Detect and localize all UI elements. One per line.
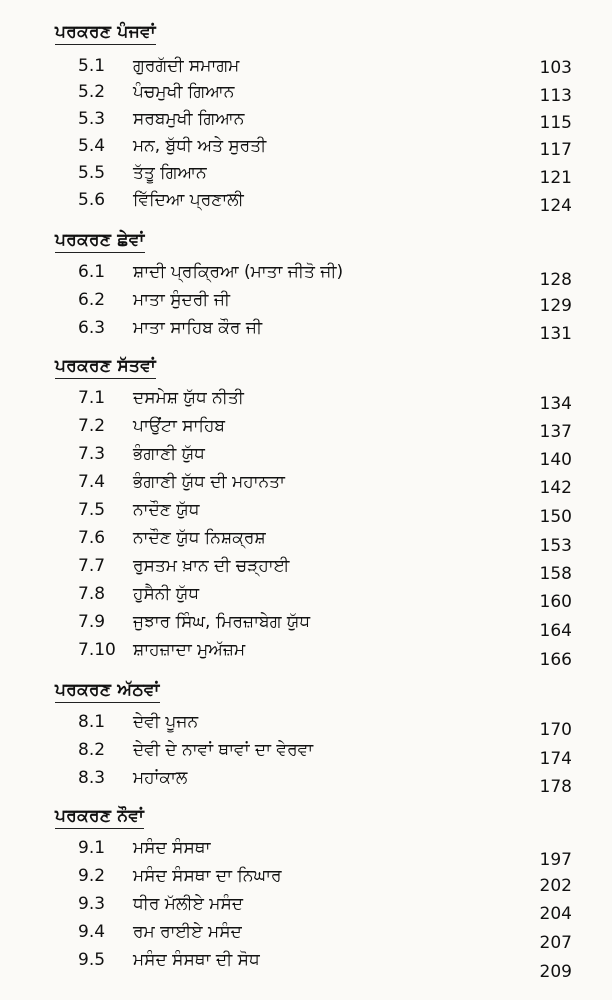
- toc-entry: [0, 894, 612, 924]
- toc-entry: [0, 290, 612, 316]
- entry-page-number: 160: [539, 592, 572, 612]
- entry-page-number: 204: [539, 904, 572, 924]
- toc-entry: [0, 838, 612, 870]
- entry-page-number: 117: [539, 140, 572, 160]
- entry-number: 7.8: [78, 584, 106, 604]
- entry-number: 6.2: [78, 290, 106, 310]
- heading-underline: [55, 252, 145, 253]
- entry-page-number: 128: [539, 270, 572, 290]
- entry-title: ਦੇਵੀ ਪੂਜਨ: [133, 712, 199, 732]
- entry-page-number: 142: [539, 478, 572, 498]
- entry-title: ਪਾਉਂਟਾ ਸਾਹਿਬ: [133, 416, 225, 436]
- entry-title: ਸ਼ਾਹਜ਼ਾਦਾ ਮੁਅੱਜ਼ਮ: [133, 640, 246, 660]
- entry-page-number: 166: [539, 650, 572, 670]
- entry-title: ਨਾਦੌਣ ਯੁੱਧ ਨਿਸ਼ਕ੍ਰਸ਼: [133, 528, 266, 548]
- entry-page-number: 113: [539, 86, 572, 106]
- entry-page-number: 129: [539, 296, 572, 316]
- entry-number: 8.2: [78, 740, 106, 760]
- entry-number: 7.2: [78, 416, 106, 436]
- entry-page-number: 153: [539, 536, 572, 556]
- entry-title: ਮਸੰਦ ਸੰਸਥਾ ਦੀ ਸੋਧ: [133, 950, 260, 970]
- toc-entry: [0, 190, 612, 216]
- entry-page-number: 197: [539, 850, 572, 870]
- entry-title: ਧੀਰ ਮੱਲੀਏ ਮਸੰਦ: [133, 894, 244, 914]
- entry-number: 8.3: [78, 768, 106, 788]
- entry-page-number: 158: [539, 564, 572, 584]
- heading-underline: [55, 44, 156, 45]
- entry-number: 6.1: [78, 262, 106, 282]
- entry-page-number: 115: [539, 113, 572, 133]
- section-heading-5: ਪਰਕਰਣ ਪੰਜਵਾਂ: [55, 22, 156, 45]
- heading-underline: [55, 378, 156, 379]
- toc-entry: [0, 109, 612, 135]
- entry-number: 7.7: [78, 556, 106, 576]
- entry-title: ਪੰਚਮੁਖੀ ਗਿਆਨ: [133, 82, 235, 102]
- entry-title: ਜੁਝਾਰ ਸਿੰਘ, ਮਿਰਜ਼ਾਬੇਗ ਯੁੱਧ: [133, 612, 311, 632]
- entry-title: ਮਹਾਂਕਾਲ: [133, 768, 188, 788]
- entry-page-number: 170: [539, 720, 572, 740]
- entry-title: ਤੱਤੂ ਗਿਆਨ: [133, 163, 207, 183]
- entry-page-number: 174: [539, 749, 572, 769]
- entry-title: ਸਰਬਮੁਖੀ ਗਿਆਨ: [133, 109, 245, 129]
- entry-title: ਮਸੰਦ ਸੰਸਥਾ: [133, 838, 211, 858]
- entry-title: ਦੇਵੀ ਦੇ ਨਾਵਾਂ ਥਾਵਾਂ ਦਾ ਵੇਰਵਾ: [133, 740, 314, 760]
- toc-entry: [0, 262, 612, 288]
- entry-title: ਰਮ ਰਾਈਏ ਮਸੰਦ: [133, 922, 242, 942]
- entry-title: ਮਾਤਾ ਸਾਹਿਬ ਕੌਰ ਜੀ: [133, 318, 263, 338]
- section-heading-8: ਪਰਕਰਣ ਅੱਠਵਾਂ: [55, 680, 160, 703]
- entry-title: ਹੁਸੈਨੀ ਯੁੱਧ: [133, 584, 200, 604]
- toc-entry: [0, 163, 612, 189]
- entry-page-number: 103: [539, 58, 572, 78]
- entry-title: ਮਨ, ਬੁੱਧੀ ਅਤੇ ਸੁਰਤੀ: [133, 136, 267, 156]
- entry-number: 8.1: [78, 712, 106, 732]
- entry-number: 6.3: [78, 318, 106, 338]
- entry-page-number: 150: [539, 507, 572, 527]
- section-heading-9: ਪਰਕਰਣ ਨੌਵਾਂ: [55, 806, 144, 829]
- entry-number: 5.5: [78, 163, 106, 183]
- toc-entry: [0, 82, 612, 108]
- section-heading-7: ਪਰਕਰਣ ਸੱਤਵਾਂ: [55, 356, 156, 379]
- toc-entry: [0, 950, 612, 982]
- entry-number: 9.5: [78, 950, 106, 970]
- toc-entry: [0, 318, 612, 344]
- entry-page-number: 178: [539, 777, 572, 797]
- entry-number: 5.3: [78, 109, 106, 129]
- toc-entry: [0, 388, 612, 414]
- entry-page-number: 140: [539, 450, 572, 470]
- toc-entry: [0, 612, 612, 641]
- toc-entry: [0, 500, 612, 526]
- entry-title: ਭੰਗਾਣੀ ਯੁੱਧ: [133, 444, 205, 464]
- toc-entry: [0, 556, 612, 582]
- entry-number: 7.3: [78, 444, 106, 464]
- entry-title: ਸ਼ਾਦੀ ਪ੍ਰਕ੍ਰਿਆ (ਮਾਤਾ ਜੀਤੋ ਜੀ): [133, 262, 344, 282]
- entry-number: 5.1: [78, 56, 106, 76]
- entry-title: ਗੁਰਗੱਦੀ ਸਮਾਗਮ: [133, 56, 240, 76]
- heading-underline: [55, 828, 144, 829]
- entry-number: 7.9: [78, 612, 106, 632]
- entry-page-number: 202: [539, 876, 572, 896]
- toc-entry: [0, 472, 612, 498]
- heading-underline: [55, 702, 160, 703]
- entry-title: ਰੁਸਤਮ ਖ਼ਾਨ ਦੀ ਚੜ੍ਹਾਈ: [133, 556, 290, 576]
- entry-number: 7.5: [78, 500, 106, 520]
- entry-page-number: 131: [539, 324, 572, 344]
- toc-entry: [0, 444, 612, 470]
- toc-entry: [0, 768, 612, 797]
- section-heading-6: ਪਰਕਰਣ ਛੇਵਾਂ: [55, 230, 145, 253]
- entry-number: 7.10: [78, 640, 116, 660]
- toc-entry: [0, 416, 612, 442]
- entry-title: ਮਸੰਦ ਸੰਸਥਾ ਦਾ ਨਿਘਾਰ: [133, 866, 282, 886]
- entry-page-number: 124: [539, 196, 572, 216]
- entry-number: 5.4: [78, 136, 106, 156]
- entry-title: ਦਸਮੇਸ਼ ਯੁੱਧ ਨੀਤੀ: [133, 388, 244, 408]
- entry-page-number: 207: [539, 933, 572, 953]
- entry-number: 9.4: [78, 922, 106, 942]
- entry-number: 9.1: [78, 838, 106, 858]
- entry-page-number: 121: [539, 168, 572, 188]
- toc-entry: [0, 866, 612, 896]
- entry-number: 7.1: [78, 388, 106, 408]
- entry-number: 5.6: [78, 190, 106, 210]
- entry-page-number: 209: [539, 962, 572, 982]
- toc-entry: [0, 584, 612, 610]
- entry-number: 9.3: [78, 894, 106, 914]
- toc-entry: [0, 922, 612, 953]
- toc-entry: [0, 712, 612, 738]
- entry-page-number: 134: [539, 394, 572, 414]
- entry-title: ਵਿੱਦਿਆ ਪ੍ਰਣਾਲੀ: [133, 190, 244, 210]
- entry-number: 7.6: [78, 528, 106, 548]
- toc-entry: [0, 640, 612, 670]
- toc-entry: [0, 136, 612, 162]
- entry-number: 7.4: [78, 472, 106, 492]
- entry-number: 9.2: [78, 866, 106, 886]
- toc-entry: [0, 56, 612, 82]
- entry-title: ਨਾਦੌਣ ਯੁੱਧ: [133, 500, 200, 520]
- entry-title: ਭੰਗਾਣੀ ਯੁੱਧ ਦੀ ਮਹਾਨਤਾ: [133, 472, 285, 492]
- toc-entry: [0, 528, 612, 554]
- toc-entry: [0, 740, 612, 769]
- entry-page-number: 164: [539, 621, 572, 641]
- entry-title: ਮਾਤਾ ਸੁੰਦਰੀ ਜੀ: [133, 290, 231, 310]
- entry-page-number: 137: [539, 422, 572, 442]
- entry-number: 5.2: [78, 82, 106, 102]
